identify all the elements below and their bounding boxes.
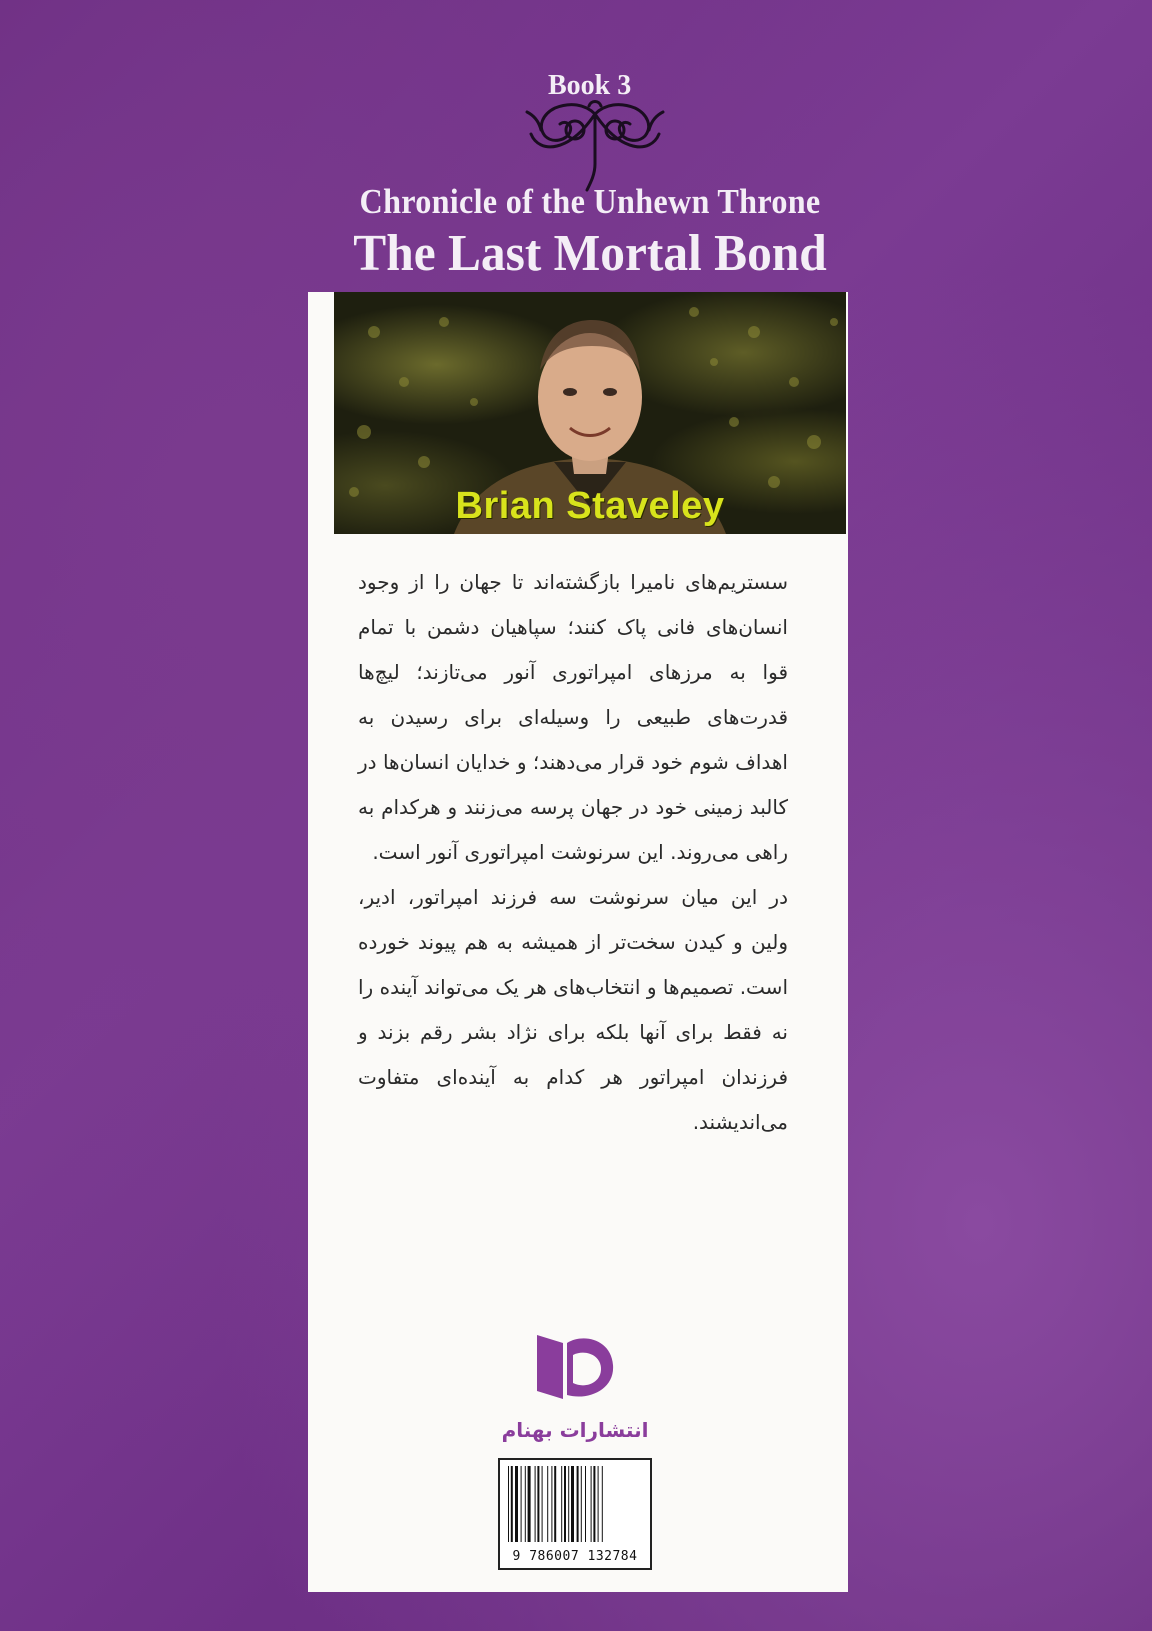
synopsis-paragraph: در این میان سرنوشت سه فرزند امپراتور، ادیر، ولین و کیدن سخت‌تر از همیشه به هم پیوند خورده است. تصمیم‌ها و انتخاب‌های هر یک می‌تواند آینده را نه فقط برای آنها بلکه برای نژاد بشر رقم بزند و فرزندان امپراتور هر کدام به آینده‌ای متفاوت می‌اندیشند.: [358, 885, 788, 1134]
publisher-logo-icon: [523, 1325, 623, 1405]
bird-ornament-icon: [515, 94, 675, 194]
book-title: The Last Mortal Bond: [353, 225, 827, 282]
barcode-bars: [506, 1466, 644, 1542]
series-name: Chronicle of the Unhewn Throne: [359, 182, 821, 221]
barcode: [498, 1458, 652, 1570]
author-photo: [334, 292, 846, 534]
publisher-name: انتشارات بهنام: [501, 1418, 649, 1442]
author-name: Brian Staveley: [455, 485, 725, 527]
isbn-number: 9 786007 132784: [512, 1549, 638, 1564]
book-number: Book 3: [548, 70, 632, 101]
synopsis: [358, 560, 788, 1145]
synopsis-paragraph: سستریم‌های نامیرا بازگشته‌اند تا جهان را از وجود انسان‌های فانی پاک کنند؛ سپاهیان دشمن با تمام قوا به مرزهای امپراتوری آنور می‌تازند؛ لیچ‌ها قدرت‌های طبیعی را وسیله‌ای برای رسیدن به اهداف شوم خود قرار می‌دهند؛ و خدایان انسان‌ها در کالبد زمینی خود در جهان پرسه می‌زنند و هرکدام به راهی می‌روند. این سرنوشت امپراتوری آنور است.: [358, 570, 788, 864]
